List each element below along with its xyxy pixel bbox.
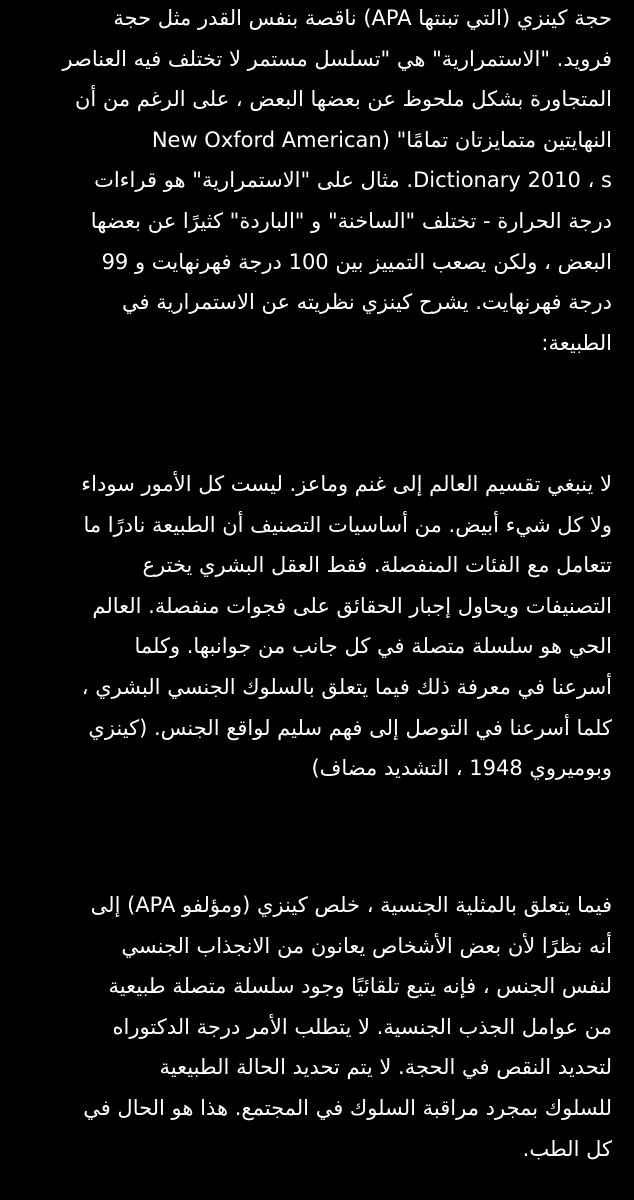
paragraph-homosexuality-conclusion [22,885,612,1169]
text-line: لتحديد النقص في الحجة. لا يتم تحديد الحالة الطبيعية [159,1055,612,1080]
text-line: من عوامل الجذب الجنسية. لا يتطلب الأمر درجة الدكتوراه [112,1014,612,1039]
text-line: وبوميروي 1948 ، التشديد مضاف) [311,756,612,781]
text-line: درجة الحرارة - تختلف "الساخنة" و "الباردة" كثيرًا عن بعضها [90,208,612,233]
text-line: ولا كل شيء أبيض. من أساسيات التصنيف أن الطبيعة نادرًا ما [83,512,612,537]
text-line: Dictionary 2010 ، s. مثال على "الاستمرارية" هو قراءات [94,168,612,193]
paragraph-kinsey-argument [22,0,612,363]
text-line: التصنيفات ويحاول إجبار الحقائق على فجوات منفصلة. العالم [92,593,612,618]
text-line: تتعامل مع الفئات المنفصلة. فقط العقل البشري يخترع [142,553,612,578]
text-line: البعض ، ولكن يصعب التمييز بين 100 درجة فهرنهايت و 99 [101,249,612,274]
text-line: للسلوك بمجرد مراقبة السلوك في المجتمع. هذا هو الحال في [83,1095,612,1120]
text-line: أسرعنا في معرفة ذلك فيما يتعلق بالسلوك الجنسي البشري ، [81,674,612,699]
paragraph-kinsey-quote [22,464,612,789]
text-line: لنفس الجنس ، فإنه يتبع تلقائيًا وجود سلسلة متصلة طبيعية [108,974,612,999]
text-line: حجة كينزي (التي تبنتها APA) ناقصة بنفس القدر مثل حجة [113,6,612,30]
text-line: كلما أسرعنا في التوصل إلى فهم سليم لواقع الجنس. (كينزي [88,715,612,740]
text-line: النهايتين متمايزتان تمامًا" (New Oxford American [151,127,612,152]
text-line: فرويد. "الاستمرارية" هي "تسلسل مستمر لا تختلف فيه العناصر [62,46,612,71]
text-line: لا ينبغي تقسيم العالم إلى غنم وماعز. ليست كل الأمور سوداء [81,472,612,496]
text-line: المتجاورة بشكل ملحوظ عن بعضها البعض ، على الرغم من أن [74,87,612,112]
text-line: كل الطب. [522,1136,612,1161]
text-line: فيما يتعلق بالمثلية الجنسية ، خلص كينزي (ومؤلفو APA) إلى [90,893,612,917]
text-line: درجة فهرنهايت. يشرح كينزي نظريته عن الاستمرارية في [122,290,612,315]
text-line: أنه نظرًا لأن بعض الأشخاص يعانون من الانجذاب الجنسي [121,933,612,958]
text-line: الطبيعة: [541,330,612,355]
text-line: الحي هو سلسلة متصلة في كل جانب من جوانبها. وكلما [134,634,612,659]
